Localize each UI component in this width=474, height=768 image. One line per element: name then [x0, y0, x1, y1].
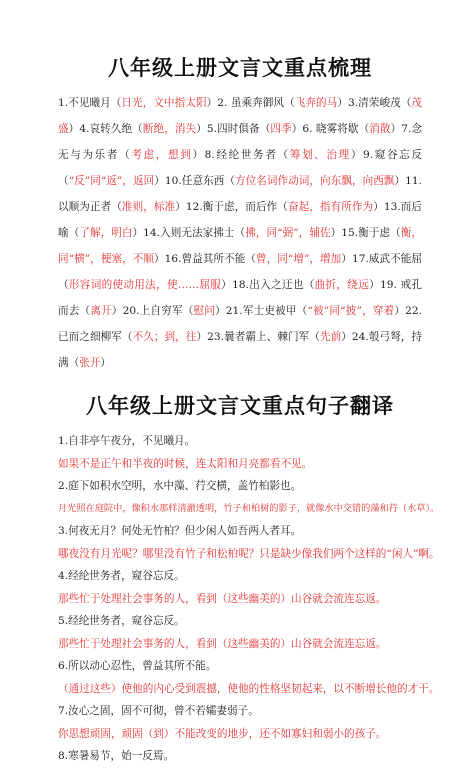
sentence-line: 1.自非亭午夜分，不见曦月。: [58, 435, 196, 447]
translation-line: 如果不是正午和半夜的时候，连太阳和月亮都看不见。: [58, 457, 313, 470]
annotation-text: 茂盛: [58, 97, 423, 135]
translation-line: 月光照在庭院中，像积水那样清澈透明，竹子和柏树的影子，就像水中交错的藻和荇（水草）。: [58, 502, 440, 514]
source-text: ）11. 以顺为正者（: [58, 175, 422, 213]
source-text: ）3.清荣峻茂（: [337, 97, 412, 109]
annotation-text: “反”同“返”，返回: [68, 175, 155, 187]
source-text: ）17.威武不能屈（: [58, 253, 422, 291]
source-text: ）10.任意东西（: [154, 175, 235, 187]
annotation-text: 曾，同“增”，增加: [255, 253, 342, 265]
annotation-text: 考虑，想到: [131, 149, 193, 161]
sentence-line: 2.庭下如积水空明，水中藻、荇交横，盖竹柏影也。: [58, 480, 302, 492]
annotation-text: 四季: [270, 123, 292, 135]
source-text: 1.不见曦月（: [58, 97, 122, 109]
source-text: ）21.军士吏被甲（: [215, 305, 308, 317]
sentence-line: 3.何夜无月？何处无竹柏？但少闲人如吾两人者耳。: [58, 525, 302, 537]
source-text: ）12.衡于虑，而后作（: [175, 201, 288, 213]
source-text: ）13.而后喻（: [58, 201, 422, 239]
sentence-line: 8.寒暑易节，始一反焉。: [58, 750, 175, 762]
key-points-paragraph: [58, 90, 422, 376]
source-text: ）14.入则无法家拂士（: [132, 227, 246, 239]
sentence-line: 5.经纶世务者，窥谷忘反。: [58, 615, 185, 627]
sentence-line: 7.汝心之固，固不可彻，曾不若孀妻弱子。: [58, 705, 259, 717]
annotation-text: 慰问: [193, 305, 216, 317]
source-text: ）9.窥谷忘反（: [58, 149, 423, 187]
annotation-text: 奋起，指有所作为: [287, 201, 374, 213]
annotation-text: 飞奔的马: [294, 97, 338, 109]
annotation-text: 消散: [369, 123, 391, 135]
translation-line: 你思想顽固，顽固（到）不能改变的地步，还不如寡妇和弱小的孩子。: [58, 727, 387, 740]
annotation-text: 先前: [319, 331, 342, 343]
section-title-translations: 八年级上册文言文重点句子翻译: [86, 393, 394, 418]
source-text: ）6. 晓雾将歇（: [291, 123, 370, 135]
source-text: ）16.曾益其所不能（: [154, 253, 256, 265]
section-title-key-points: 八年级上册文言文重点梳理: [108, 55, 372, 80]
annotation-text: 准则，标准: [121, 201, 176, 213]
translation-line: 哪夜没有月光呢？哪里没有竹子和松柏呢？只是缺少像我们两个这样的“闲人”啊。: [58, 547, 440, 560]
annotation-text: 拂，同“弼”，辅佐: [245, 227, 331, 239]
source-text: ）4.哀转久绝（: [68, 123, 143, 135]
annotation-text: 不久；到，往: [132, 331, 197, 343]
sentence-line: 6.所以动心忍性，曾益其所不能。: [58, 660, 217, 672]
source-text: ）2. 虽乘奔御风（: [206, 97, 295, 109]
source-text: ）19. 戒孔而去（: [58, 279, 423, 317]
source-text: ）5.四时俱备（: [196, 123, 271, 135]
annotation-text: 断绝，消失: [142, 123, 197, 135]
annotation-text: 离开: [90, 305, 112, 317]
annotation-text: 日光，文中指太阳: [121, 97, 207, 109]
annotation-text: 曲折，绕远: [314, 279, 370, 291]
translation-list: [58, 430, 440, 768]
source-text: ）23.曩者霸上、棘门军（: [196, 331, 320, 343]
annotation-text: 形容词的使动用法，使……屈服: [68, 279, 222, 291]
source-text: ）24.彀弓弩，持满（: [58, 331, 423, 369]
source-text: ）: [100, 357, 111, 369]
translation-line: （通过这些）使他的内心受到震撼，使他的性格坚韧起来，以不断增长他的才干。: [58, 682, 440, 695]
annotation-text: 衡，同“横”，梗塞，不顺: [58, 227, 423, 265]
source-text: ）8.经纶世务者（: [192, 149, 290, 161]
source-text: ）22.已而之细柳军（: [58, 305, 423, 343]
annotation-text: 筹划、治理: [289, 149, 351, 161]
sentence-line: 4.经纶世务者，窥谷忘反。: [58, 570, 185, 582]
annotation-text: “被”同“披”，穿着: [307, 305, 395, 317]
source-text: ）18.出入之迂也（: [221, 279, 315, 291]
source-text: ）7.念无与为乐者（: [58, 123, 423, 161]
source-text: ）15.衡于虑（: [330, 227, 401, 239]
annotation-text: 了解，明白: [79, 227, 133, 239]
translation-line: 那些忙于处理社会事务的人，看到（这些幽美的）山谷就会流连忘返。: [58, 592, 387, 605]
translation-line: 那些忙于处理社会事务的人，看到（这些幽美的）山谷就会流连忘返。: [58, 637, 387, 650]
annotation-text: 方位名词作动词，向东飘，向西飘: [234, 175, 395, 187]
source-text: ）20.上自穷军（: [111, 305, 194, 317]
annotation-text: 张开: [79, 357, 101, 369]
